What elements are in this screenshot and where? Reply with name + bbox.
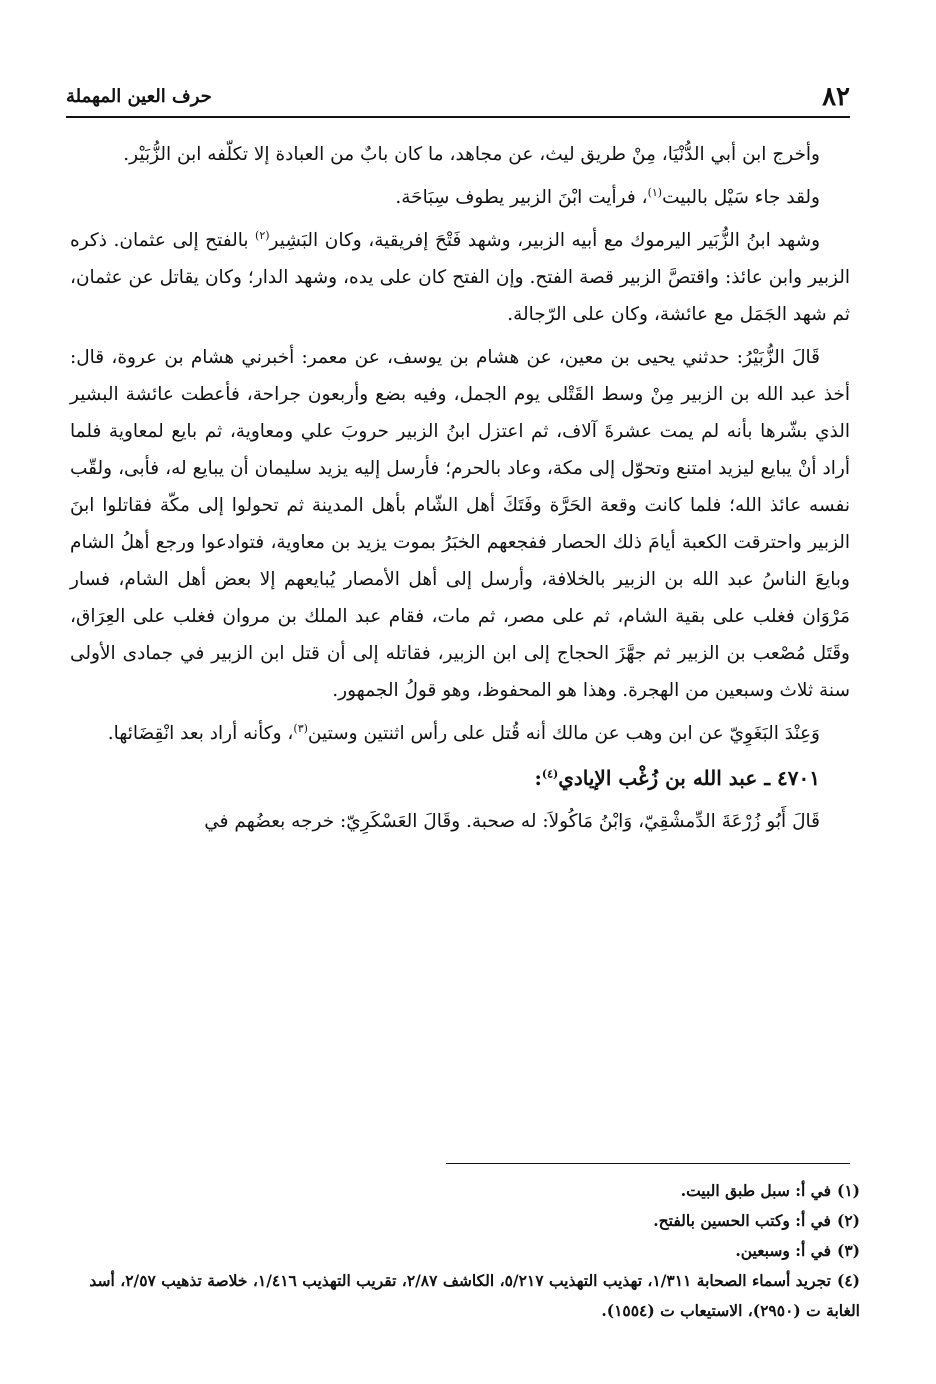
footnote: (٤)تجريد أسماء الصحابة ١/٣١١، تهذيب التهذيب ٥/٢١٧، الكاشف ٢/٨٧، تقريب التهذيب ١/٤١٦، خلاصة تذهيب ٢/٥٧، أسد الغابة ت (٢٩٥٠)، الاستيعاب ت (١٥٥٤). — [89, 1271, 860, 1320]
footnote-marker: (٣) — [293, 721, 308, 735]
footnotes — [60, 1176, 860, 1326]
footnote-marker: (١) — [647, 185, 663, 199]
page-header — [66, 82, 850, 118]
footnote: (٣)في أ: وسبعين. — [735, 1241, 860, 1260]
entry-heading: ٤٧٠١ ـ عبد الله بن زُغْب الإيادي$^{(٤)}$: — [534, 766, 820, 790]
footnote-divider — [446, 1163, 850, 1164]
paragraph: قَالَ الزُّبَيْرُ: حدثني يحيى بن معين، عن هشام بن يوسف، عن معمر: أخبرني هشام بن عروة، قال: أخذ عبد الله بن الزبير مِنْ وسط القَتْلى يوم الجمل، وفيه بضع وأربعون جراحة، فأعطت عائشة البشير الذي بشّرها بأنه لم يمت عشرةَ آلاف، ثم اعتزل ابنُ الزبير حروبَ علي ومعاوية، ثم بايع لمعاوية فلما أراد أنْ يبايع ليزيد امتنع وتحوّل إلى مكة، وعاد بالحرم؛ فأرسل إليه يزيد سليمان أن يبايع له، فأبى، ولقّب نفسه عائذ الله؛ فلما كانت وقعة الحَرَّة وفَتَكَ أهل الشّام بأهل المدينة ثم تحولوا إلى مكّة فقاتلوا ابنَ الزبير واحترقت الكعبة أيامَ ذلك الحصار ففجعهم الخبَرُ بموت يزيد بن معاوية، فتوادعوا ورجع أهلُ الشام وبايعَ الناسُ عبد الله بن الزبير بالخلافة، وأرسل إلى أهل الأمصار يُبايعهم إلا بعض أهل الشام، فسار مَرْوَان فغلب على بقية الشام، ثم على مصر، ثم مات، فقام عبد الملك بن مروان فغلب على العِرَاق، وقَتَل مُصْعب بن الزبير ثم جهَّزَ الحجاج إلى ابن الزبير، فقاتله إلى أن قتل ابن الزبير في جمادى الأولى سنة ثلاث وسبعين من الهجرة. وهذا هو المحفوظ، وهو قولُ الجمهور. — [70, 347, 850, 701]
footnote: (٢)في أ: وكتب الحسين بالفتح. — [653, 1211, 860, 1230]
paragraph: وأخرج ابن أبي الدُّنْيَا، مِنْ طريق ليث، عن مجاهد، ما كان بابٌ من العبادة إلا تكلّفه ابن الزُّبَيْر. — [123, 144, 820, 165]
paragraph: قَالَ أَبُو زُرْعَةَ الدِّمشْقِيّ، وَابْنُ مَاكُولاَ: له صحبة. وقَالَ العَسْكَرِيّ: خرجه بعضُهم في — [204, 811, 820, 832]
footnote-marker: (٤) — [541, 767, 559, 781]
page-number: ٨٢ — [810, 82, 850, 112]
paragraph: وَعِنْدَ البَغَوِيّ عن ابن وهب عن مالك أنه قُتل على رأس اثنتين وستين$^{(٣)}$، وكأنه أراد بعد انْقِضَائها. — [107, 721, 820, 744]
footnote: (١)في أ: سبل طبق البيت. — [680, 1181, 860, 1200]
main-text — [70, 136, 850, 846]
footnote-marker: (٢) — [255, 228, 270, 242]
running-title: حرف العين المهملة — [66, 86, 220, 107]
paragraph: ولقد جاء سَيْل بالبيت$^{(١)}$، فرأيت ابْنَ الزبير يطوف سِبَاحَة. — [395, 185, 820, 208]
paragraph: وشهد ابنُ الزُّبَير اليرموك مع أبيه الزبير، وشهد فَتْحَ إفريقية، وكان البَشِير$^{(٢)}$ بالفتح إلى عثمان. ذكره الزبير وابن عائذ: واقتصَّ الزبير قصة الفتح. وإن الفتح كان على يده، وشهد الدار؛ وكان يقاتل عن عثمان، ثم شهد الجَمَل مع عائشة، وكان على الرّجالة. — [70, 228, 850, 325]
